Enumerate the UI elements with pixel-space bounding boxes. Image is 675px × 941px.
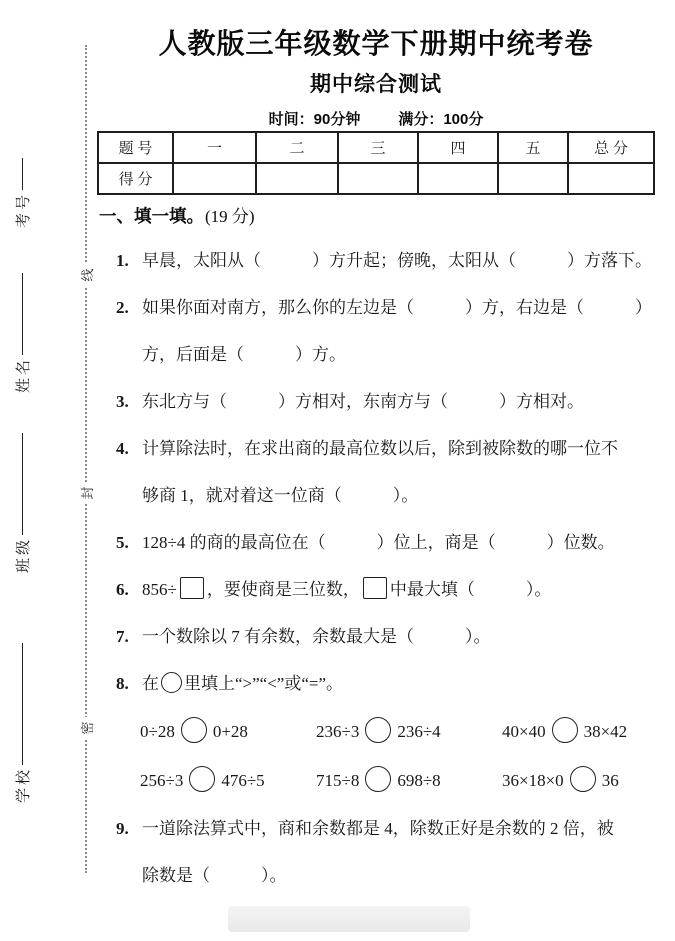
questions-list: [97, 237, 675, 899]
section-one-heading: [99, 202, 255, 228]
student-field-blank-line: [22, 273, 23, 355]
paper-header: [97, 0, 655, 129]
question-number: 7.: [116, 627, 129, 646]
score-table-score-row: [98, 163, 654, 194]
score-table-column-header: 一: [173, 132, 256, 163]
score-table-column-header: 五: [498, 132, 568, 163]
question-number: 2.: [116, 298, 129, 317]
paper-meta: [97, 108, 655, 129]
section-one-title: 一、填一填。: [99, 206, 204, 226]
left-expression: 236÷3: [316, 722, 360, 741]
question-text: 里填上“>”“<”或“=”。: [184, 674, 344, 693]
comparison-row: [140, 707, 675, 756]
student-field-label: 班级: [15, 536, 32, 573]
question-line: [142, 472, 675, 519]
question-line: [116, 284, 675, 331]
compare-circle: [365, 766, 391, 792]
student-field-blank-line: [22, 433, 23, 535]
question-number: 3.: [116, 392, 129, 411]
question-text: 够商 1，就对着这一位商（ ）。: [142, 486, 419, 505]
blank-box: [180, 577, 204, 599]
question-line: [116, 613, 675, 660]
blank-box: [363, 577, 387, 599]
question-text: 如果你面对南方，那么你的左边是（ ）方，右边是（ ）: [142, 298, 652, 317]
question-number: 1.: [116, 251, 129, 270]
question-text: 除数是（ ）。: [142, 866, 287, 885]
score-table-column-header: 二: [256, 132, 338, 163]
compare-circle: [570, 766, 596, 792]
comparison-expression: [140, 707, 316, 756]
comparison-expression: [316, 756, 502, 805]
student-field-label: 学校: [15, 766, 32, 803]
question-line: [116, 566, 675, 613]
comparison-expression: [502, 707, 675, 756]
student-field-blank-line: [22, 158, 23, 190]
question-text: 128÷4 的商的最高位在（ ）位上，商是（ ）位数。: [142, 533, 615, 552]
question-line: [116, 237, 675, 284]
seal-dotted-line: [85, 45, 87, 873]
question-text: 在: [142, 674, 159, 693]
question-line: [116, 378, 675, 425]
question-line: [116, 805, 675, 852]
question-text: 计算除法时，在求出商的最高位数以后，除到被除数的哪一位不: [142, 439, 618, 458]
question-text: 东北方与（ ）方相对，东南方与（ ）方相对。: [142, 392, 584, 411]
student-field-label: 姓名: [15, 356, 32, 393]
compare-circle: [161, 672, 182, 693]
question-line: [116, 425, 675, 472]
question-number: 5.: [116, 533, 129, 552]
question-text: 方，后面是（ ）方。: [142, 345, 346, 364]
seal-line-char: 密: [77, 717, 99, 739]
right-expression: 0+28: [212, 722, 248, 741]
left-expression: 256÷3: [140, 771, 184, 790]
question-number: 8.: [116, 674, 129, 693]
question-line: [142, 852, 675, 899]
left-expression: 40×40: [502, 722, 546, 741]
compare-circle: [181, 717, 207, 743]
score-table-empty-cell: [256, 163, 338, 194]
right-expression: 236÷4: [397, 722, 441, 741]
scan-smudge: [228, 906, 470, 932]
compare-circle: [189, 766, 215, 792]
student-field-blank-line: [22, 643, 23, 765]
question-line: [116, 519, 675, 566]
question-text: 一个数除以 7 有余数，余数最大是（ ）。: [142, 627, 491, 646]
seal-line-char: 线: [77, 264, 99, 286]
question-line: [142, 331, 675, 378]
student-field-学校: [8, 643, 36, 803]
comparison-expression: [502, 756, 675, 805]
question-number: 4.: [116, 439, 129, 458]
student-field-label: 考号: [15, 191, 32, 228]
question-number-label: 题 号: [98, 132, 173, 163]
question-text: ，要使商是三位数，: [206, 580, 360, 599]
right-expression: 38×42: [583, 722, 628, 741]
score-table-empty-cell: [338, 163, 418, 194]
score-table-empty-cell: [173, 163, 256, 194]
comparison-expression: [316, 707, 502, 756]
left-expression: 36×18×0: [502, 771, 564, 790]
student-field-考号: [8, 158, 36, 228]
right-expression: 476÷5: [221, 771, 265, 790]
comparison-expression: [140, 756, 316, 805]
question-number: 9.: [116, 819, 129, 838]
time-limit-label: 时间：90分钟: [268, 111, 361, 128]
score-table: [97, 131, 655, 195]
score-table-column-header: 总 分: [568, 132, 654, 163]
score-table-empty-cell: [498, 163, 568, 194]
question-text: 856÷: [142, 580, 177, 599]
score-table-column-header: 四: [418, 132, 498, 163]
question-number: 6.: [116, 580, 129, 599]
score-table-column-header: 三: [338, 132, 418, 163]
student-field-姓名: [8, 273, 36, 393]
question-text: 一道除法算式中，商和余数都是 4，除数正好是余数的 2 倍，被: [142, 819, 614, 838]
left-expression: 0÷28: [140, 722, 175, 741]
compare-circle: [552, 717, 578, 743]
left-expression: 715÷8: [316, 771, 360, 790]
score-label: 得 分: [98, 163, 173, 194]
paper-subtitle: 期中综合测试: [310, 73, 442, 96]
section-one-points: (19 分): [205, 207, 255, 226]
question-text: 中最大填（ ）。: [389, 580, 552, 599]
full-score-label: 满分：100分: [398, 111, 484, 128]
score-table-empty-cell: [418, 163, 498, 194]
student-field-班级: [8, 433, 36, 573]
score-table-empty-cell: [568, 163, 654, 194]
compare-circle: [365, 717, 391, 743]
comparison-row: [140, 756, 675, 805]
score-table-header-row: [98, 132, 654, 163]
question-line: [116, 660, 675, 707]
question-text: 早晨，太阳从（ ）方升起；傍晚，太阳从（ ）方落下。: [142, 251, 652, 270]
paper-title: 人教版三年级数学下册期中统考卷: [158, 28, 594, 59]
right-expression: 36: [601, 771, 619, 790]
right-expression: 698÷8: [397, 771, 441, 790]
seal-line-char: 封: [77, 482, 99, 504]
